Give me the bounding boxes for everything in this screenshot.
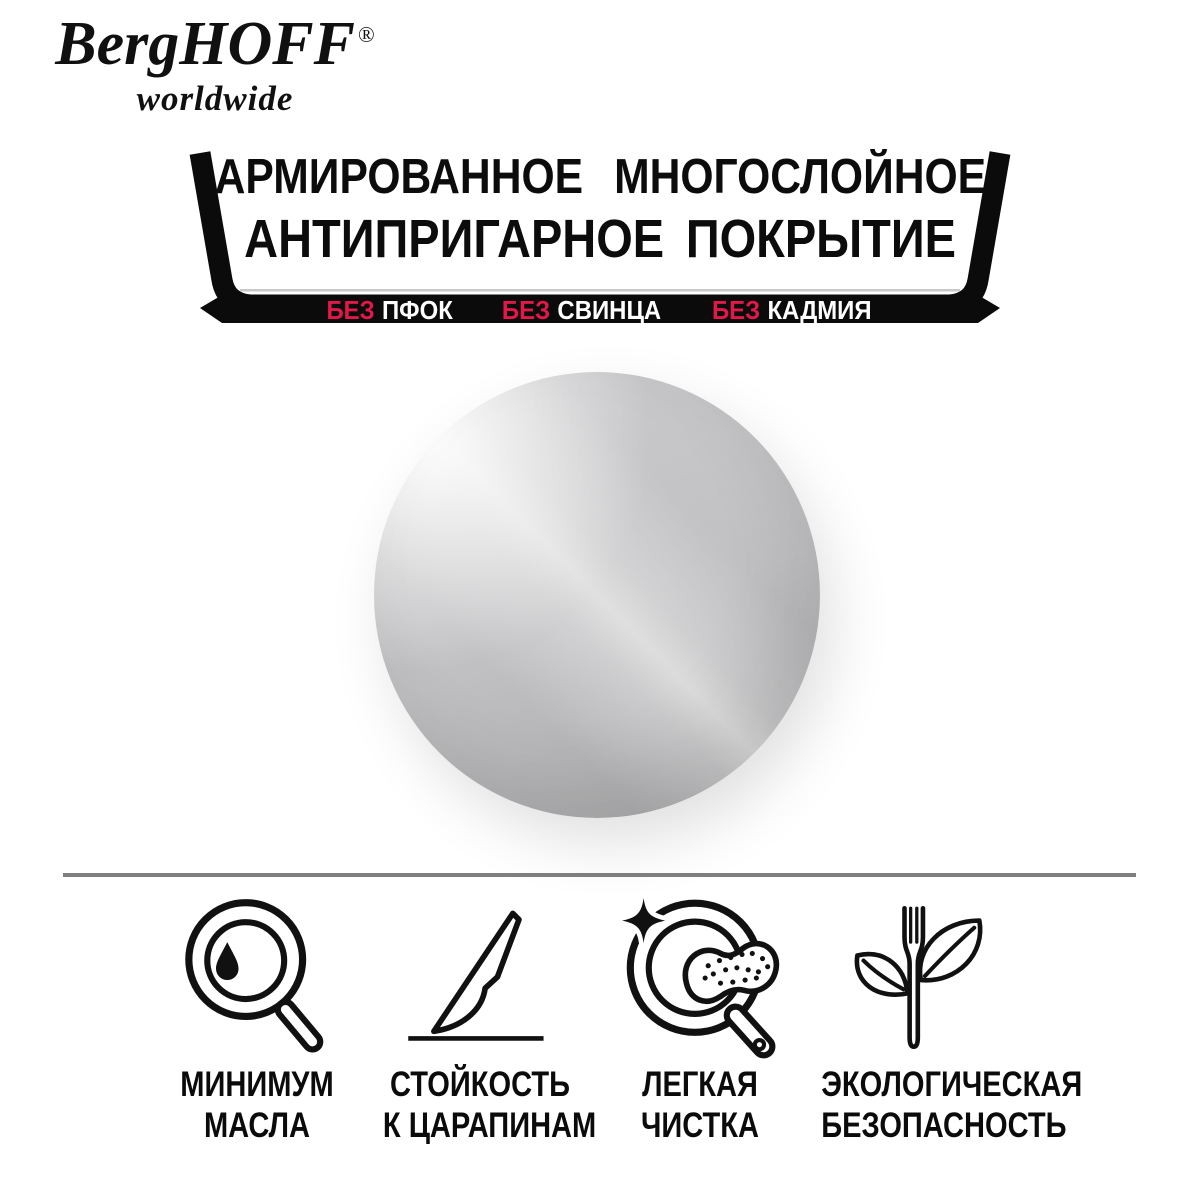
fork-leaves-icon xyxy=(843,896,1007,1060)
feature-label-line2: МАСЛА xyxy=(203,1106,311,1145)
feature-label xyxy=(160,1064,354,1146)
badge-substance: КАДМИЯ xyxy=(767,294,873,325)
feature-label xyxy=(821,1064,1083,1146)
feature-label-line1: ЭКОЛОГИЧЕСКАЯ xyxy=(821,1065,1083,1104)
feature-label-line1: МИНИМУМ xyxy=(180,1065,334,1104)
feature-label xyxy=(603,1064,797,1146)
brand-tagline: worldwide xyxy=(136,79,294,119)
badge-substance: ПФОК xyxy=(382,294,453,325)
banner-title-line1 xyxy=(0,150,1200,204)
banner-title-line1-text: АРМИРОВАННОЕ МНОГОСЛОЙНОЕ xyxy=(214,150,986,204)
badge-no-pfoa xyxy=(326,294,453,325)
feature-scratch-resistance xyxy=(363,896,597,1146)
badge-prefix: БЕЗ xyxy=(502,294,551,325)
feature-eco-safety xyxy=(800,896,1083,1146)
banner-title-line2 xyxy=(0,209,1200,269)
badge-prefix: БЕЗ xyxy=(326,294,375,325)
free-of-badges xyxy=(170,295,1030,324)
badge-substance: СВИНЦА xyxy=(557,294,662,325)
nonstick-coating-disc xyxy=(374,372,820,818)
brand-name xyxy=(50,12,380,77)
feature-minimum-oil xyxy=(140,896,374,1146)
badge-no-lead xyxy=(502,294,662,325)
badge-prefix: БЕЗ xyxy=(712,294,761,325)
pan-oil-drop-icon xyxy=(175,896,339,1060)
feature-label-line1: СТОЙКОСТЬ xyxy=(390,1065,570,1104)
knife-scratch-icon xyxy=(398,896,562,1060)
feature-label-line1: ЛЕГКАЯ xyxy=(642,1065,758,1104)
banner-title-line2-text: АНТИПРИГАРНОЕ ПОКРЫТИЕ xyxy=(244,209,956,269)
feature-label-line2: К ЦАРАПИНАМ xyxy=(382,1106,597,1145)
divider-line xyxy=(63,873,1136,877)
registered-trademark-icon: ® xyxy=(358,22,375,48)
feature-easy-cleaning xyxy=(583,896,817,1146)
badge-no-cadmium xyxy=(712,294,873,325)
feature-label-line2: БЕЗОПАСНОСТЬ xyxy=(821,1106,1067,1145)
feature-label xyxy=(382,1064,597,1146)
pan-sponge-sparkle-icon xyxy=(618,896,782,1060)
feature-label-line2: ЧИСТКА xyxy=(640,1106,759,1145)
pan-inner-highlight-line xyxy=(240,289,960,292)
brand-name-text: BergHOFF xyxy=(55,10,355,78)
brand-logo xyxy=(50,10,380,119)
